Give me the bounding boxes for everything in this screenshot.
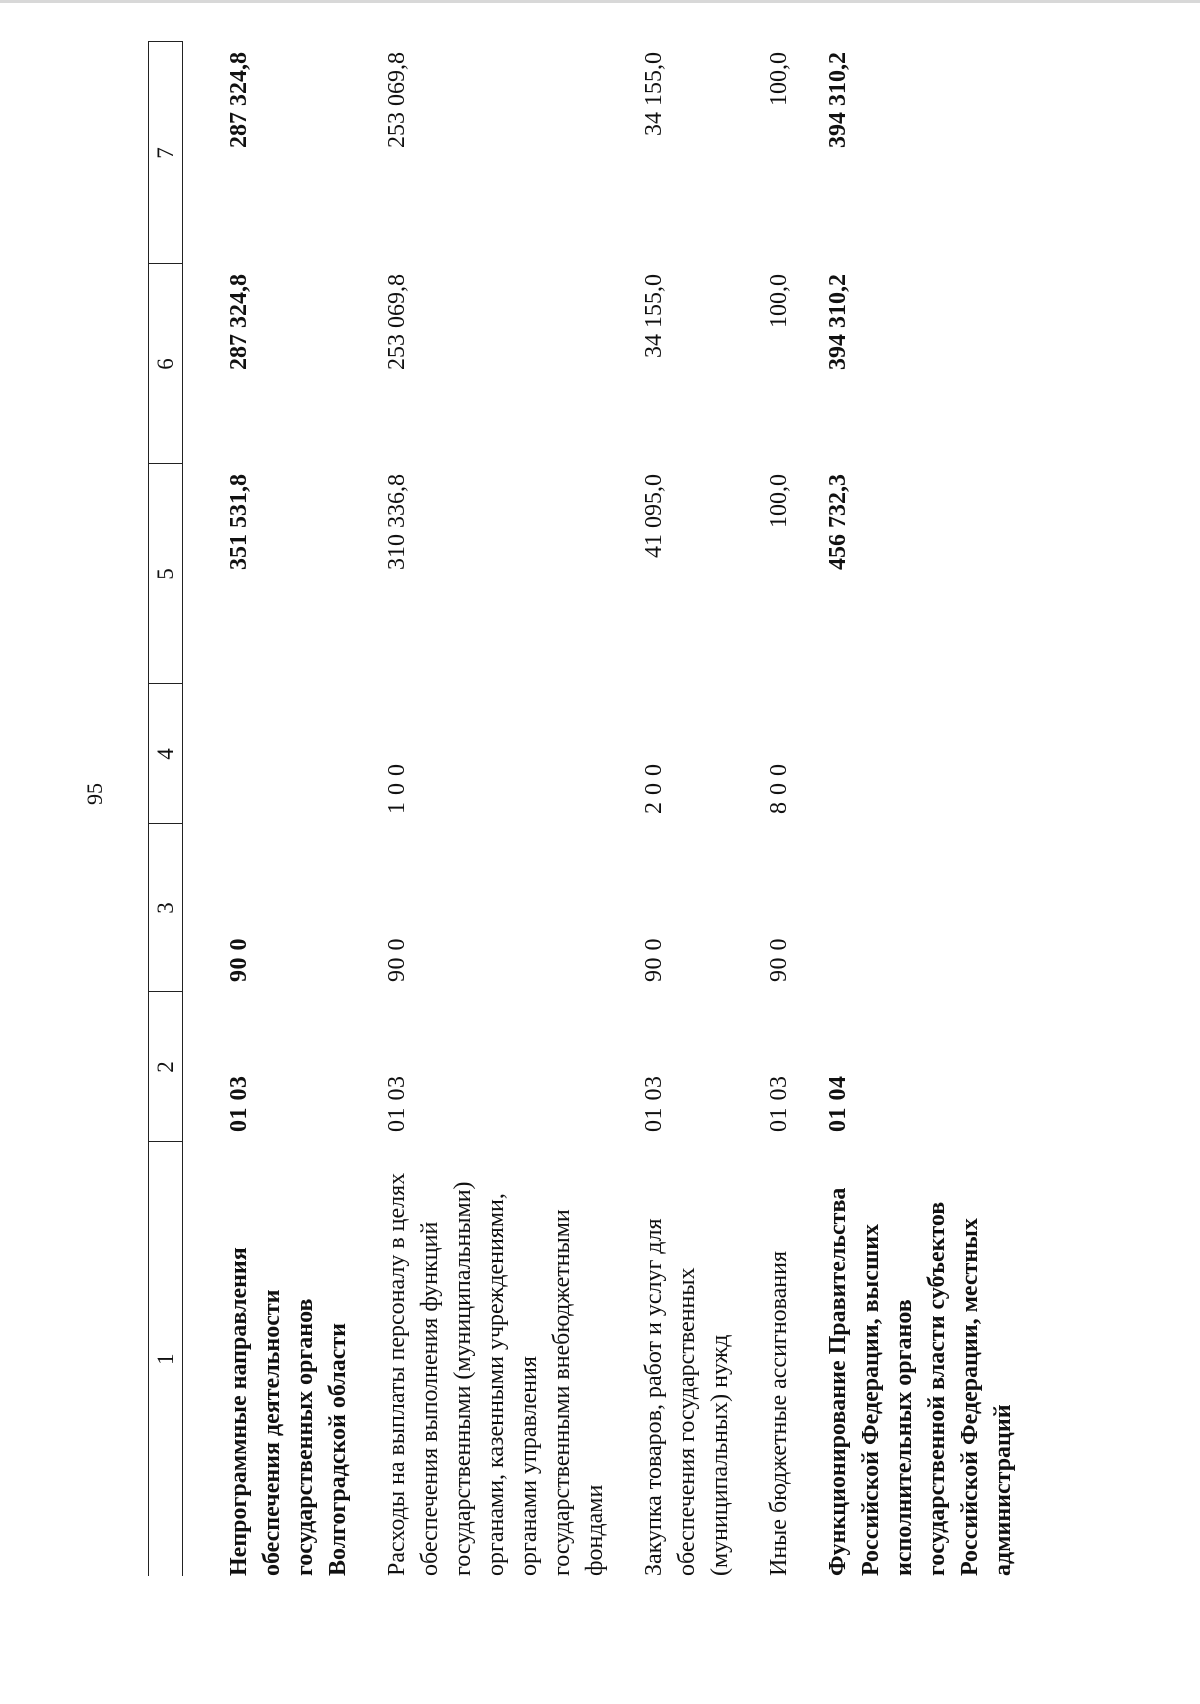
row-name: Закупка товаров, работ и услуг для обеспечения государственных (муниципальных) нужд — [641, 1218, 733, 1576]
row-expense-type — [796, 684, 1020, 824]
table-header-row — [149, 42, 183, 1576]
row-expense-type: 2 0 0 — [641, 763, 667, 814]
row-value-5: 351 531,8 — [226, 474, 252, 570]
row-value-5: 456 732,3 — [825, 474, 851, 570]
row-value-6: 287 324,8 — [226, 274, 252, 370]
row-target-code: 90 0 — [766, 938, 792, 982]
row-value-7: 253 069,8 — [384, 52, 410, 148]
row-name: Функционирование Правительства Российской Федерации, высших исполнительных органов государственной власти субъектов Российской Федерации, местных администраций — [825, 1187, 1016, 1576]
row-value-5: 310 336,8 — [384, 474, 410, 570]
row-target-code: 90 0 — [226, 938, 252, 982]
column-header-2: 2 — [149, 992, 183, 1142]
row-name: Непрограммные направления обеспечения деятельности государственных органов Волгоградской области — [226, 1247, 351, 1576]
page-number: 95 — [82, 783, 107, 805]
row-target-code: 90 0 — [641, 938, 667, 982]
row-value-5: 41 095,0 — [641, 474, 667, 558]
row-value-7: 287 324,8 — [226, 52, 252, 148]
row-value-7: 394 310,2 — [825, 52, 851, 148]
row-expense-type: 8 0 0 — [766, 763, 792, 814]
table-row — [355, 42, 612, 1576]
row-section-code: 01 03 — [641, 1075, 667, 1132]
table-row — [612, 42, 737, 1576]
row-name: Расходы на выплаты персоналу в целях обеспечения выполнения функций государственными (муниципальными) органами, казенными учреждениями, органами управления государственными внебюджетными фондами — [384, 1172, 608, 1576]
column-header-6: 6 — [149, 264, 183, 464]
column-header-5: 5 — [149, 464, 183, 684]
row-target-code: 90 0 — [384, 938, 410, 982]
row-value-7: 34 155,0 — [641, 52, 667, 136]
row-value-5: 100,0 — [766, 474, 792, 528]
table-row — [796, 42, 1020, 1576]
row-expense-type — [183, 684, 356, 824]
column-header-7: 7 — [149, 42, 183, 264]
table-row — [183, 42, 356, 1576]
row-value-7: 100,0 — [766, 52, 792, 106]
row-section-code: 01 03 — [766, 1075, 792, 1132]
row-value-6: 394 310,2 — [825, 274, 851, 370]
budget-table — [148, 42, 1020, 1577]
row-section-code: 01 03 — [384, 1075, 410, 1132]
row-expense-type: 1 0 0 — [384, 763, 410, 814]
row-name: Иные бюджетные ассигнования — [766, 1251, 792, 1576]
column-header-3: 3 — [149, 824, 183, 992]
row-value-6: 253 069,8 — [384, 274, 410, 370]
row-section-code: 01 04 — [825, 1075, 851, 1132]
row-section-code: 01 03 — [226, 1075, 252, 1132]
row-value-6: 34 155,0 — [641, 274, 667, 358]
table-row — [737, 42, 796, 1576]
column-header-1: 1 — [149, 1142, 183, 1576]
row-value-6: 100,0 — [766, 274, 792, 328]
column-header-4: 4 — [149, 684, 183, 824]
row-target-code — [796, 824, 1020, 992]
